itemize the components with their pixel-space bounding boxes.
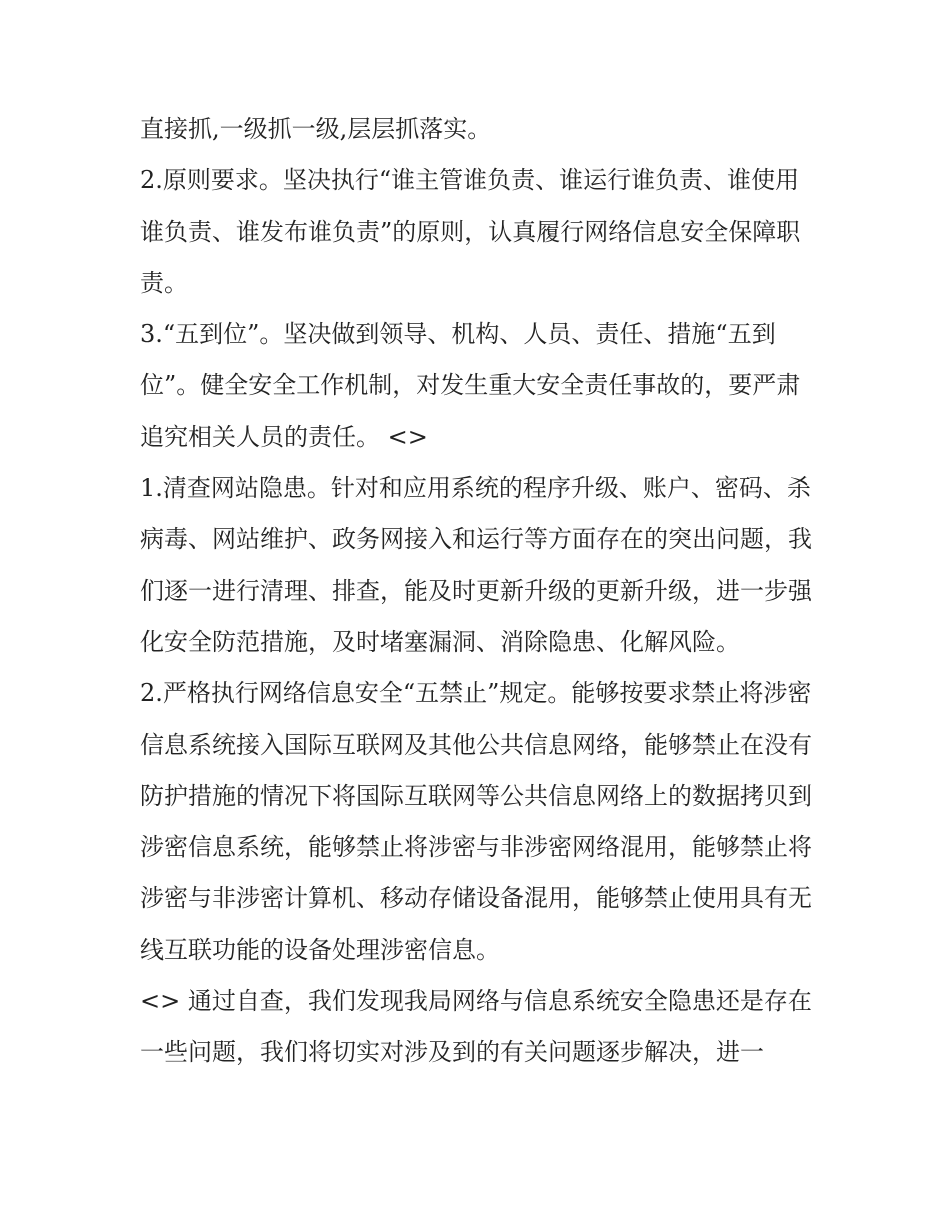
paragraph-five-in-place: 3.“五到位”。坚决做到领导、机构、人员、责任、措施“五到位”。健全安全工作机制，对发生重大安全责任事故的，要严肃追究相关人员的责任。 <> <box>140 320 801 451</box>
paragraph-five-prohibitions: 2.严格执行网络信息安全“五禁止”规定。能够按要求禁止将涉密信息系统接入国际互联网及其他公共信息网络，能够禁止在没有防护措施的情况下将国际互联网等公共信息网络上的数据拷贝到涉密信息系统，能够禁止将涉密与非涉密网络混用，能够禁止将涉密与非涉密计算机、移动存储设备混用，能够禁止使用具有无线互联功能的设备处理涉密信息。 <box>140 679 812 964</box>
paragraph-principle-requirements: 2.原则要求。坚决执行“谁主管谁负责、谁运行谁负责、谁使用谁负责、谁发布谁负责”的原则，认真履行网络信息安全保障职责。 <box>140 166 801 297</box>
paragraph-website-hazards: 1.清查网站隐患。针对和应用系统的程序升级、账户、密码、杀病毒、网站维护、政务网接入和运行等方面存在的突出问题，我们逐一进行清理、排查，能及时更新升级的更新升级，进一步强化安全防范措施，及时堵塞漏洞、消除隐患、化解风险。 <box>140 474 812 656</box>
document-body <box>140 104 820 1079</box>
paragraph-continuation: 直接抓,一级抓一级,层层抓落实。 <box>140 115 492 143</box>
paragraph-self-inspection: <> 通过自查，我们发现我局网络与信息系统安全隐患还是存在一些问题，我们将切实对涉及到的有关问题逐步解决，进一 <box>140 987 812 1067</box>
